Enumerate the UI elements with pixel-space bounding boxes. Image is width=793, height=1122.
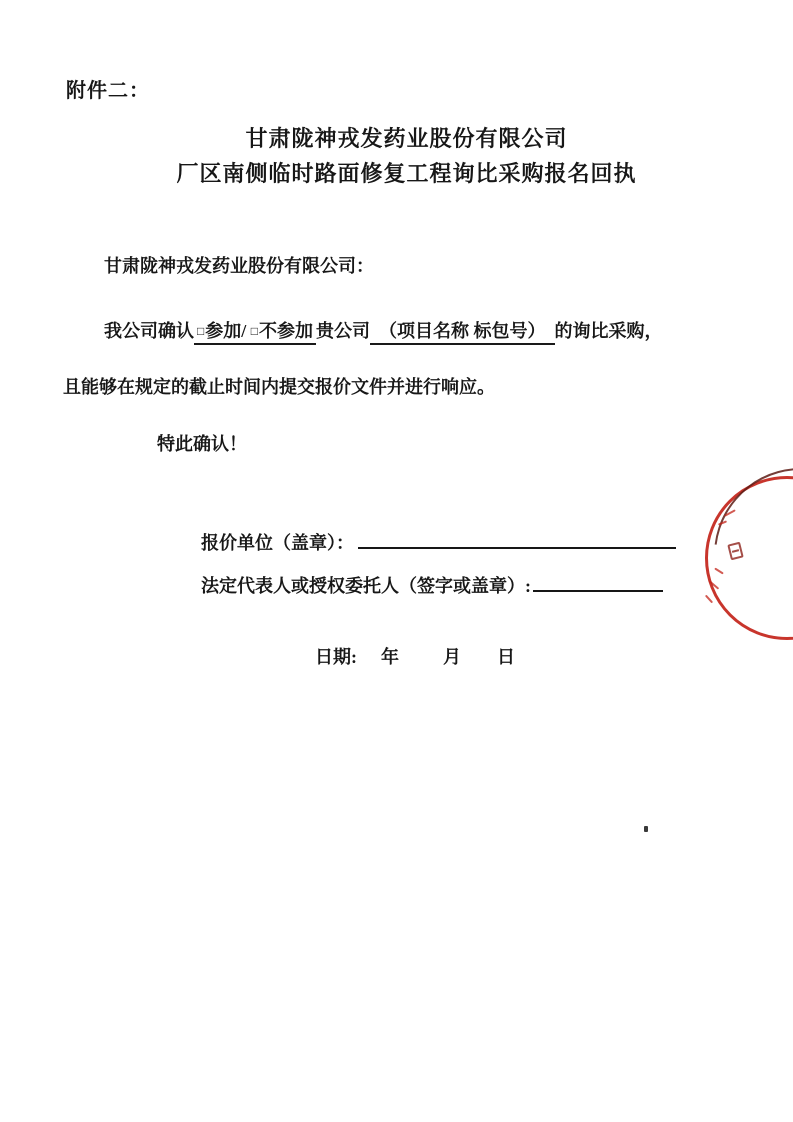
date-month-label: 月 (443, 647, 461, 667)
document-title-project: 厂区南侧临时路面修复工程询比采购报名回执 (176, 161, 637, 186)
project-name-hint: （项目名称 标包号） (379, 321, 546, 341)
seal-text-fragment (705, 595, 713, 604)
legal-rep-label: 法定代表人或授权委托人（签字或盖章）: (201, 576, 531, 596)
quote-unit-label: 报价单位（盖章）： (201, 533, 354, 553)
hereby-confirm-line: 特此确认！ (157, 434, 247, 454)
salutation-line: 甘肃陇神戎发药业股份有限公司： (104, 256, 374, 276)
project-name-blank-field[interactable] (370, 317, 555, 345)
confirmation-prefix: 我公司确认 (104, 321, 194, 341)
document-title-company: 甘肃陇神戎发药业股份有限公司 (245, 126, 568, 151)
participate-checkbox[interactable]: □ (197, 324, 205, 338)
date-day-label: 日 (497, 647, 515, 667)
confirmation-middle: 贵公司 (316, 321, 371, 341)
date-row (315, 643, 515, 669)
legal-rep-blank-field[interactable] (533, 573, 663, 592)
quote-unit-signature-row (201, 529, 676, 555)
date-label: 日期: (315, 647, 357, 667)
not-participate-option-label: 不参加 (259, 321, 314, 341)
attachment-label: 附件二： (66, 80, 150, 102)
confirmation-sentence-line2: 且能够在规定的截止时间内提交报价文件并进行响应。 (63, 377, 495, 397)
scan-artifact-dot (644, 826, 648, 832)
legal-rep-signature-row (201, 572, 663, 598)
participate-option-label: 参加/ (205, 321, 247, 341)
confirmation-suffix: 的询比采购， (554, 321, 663, 341)
confirmation-sentence (104, 317, 663, 345)
participate-options-underline (194, 317, 316, 345)
date-year-label: 年 (381, 647, 399, 667)
quote-unit-blank-field[interactable] (358, 530, 676, 549)
not-participate-checkbox[interactable]: □ (250, 324, 259, 338)
